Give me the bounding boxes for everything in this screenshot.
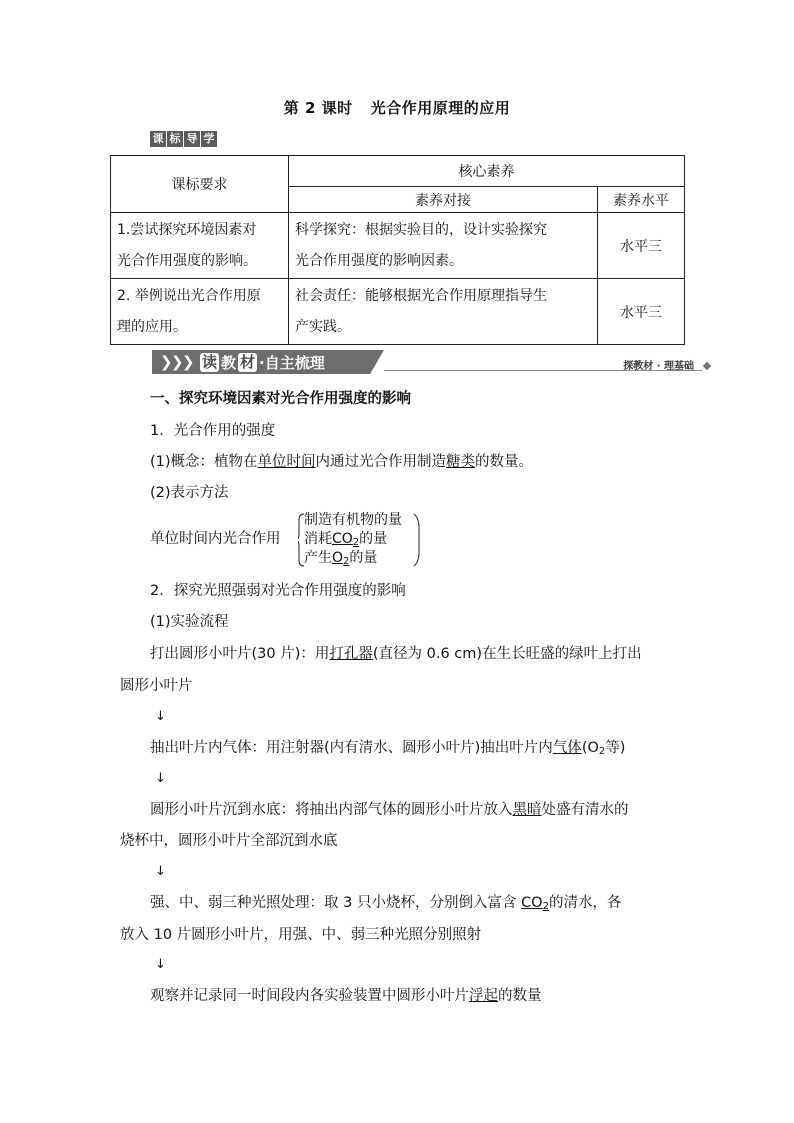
lesson-title [0,97,794,118]
row2-match: 社会责任：能够根据光合作用原理指导生 产实践。 [289,279,598,345]
standards-table [110,155,685,345]
method-lead: 单位时间内光合作用 [150,531,281,547]
heading-strength: 1．光合作用的强度 [150,423,276,439]
tag-char: 学 [201,131,217,147]
section-banner [152,350,712,374]
arrow-down-icon: ↓ [155,957,166,972]
header-core-literacy: 核心素养 [289,156,685,187]
header-requirements: 课标要求 [111,156,289,213]
banner-title: 读 教 材 ·自主梳理 [201,352,325,372]
arrow-down-icon: ↓ [155,709,166,724]
step-5: 观察并记录同一时间段内各实验装置中圆形小叶片浮起的数量 [150,988,542,1004]
brace-item-organic: 制造有机物的量 [304,512,402,528]
row1-requirement: 1.尝试探究环境因素对 光合作用强度的影响。 [111,213,289,279]
brace-item-co2: 消耗$CO_2$的量 [304,531,388,548]
method-heading: (2)表示方法 [150,485,229,501]
step-4-line-1: 强、中、弱三种光照处理：取 3 只小烧杯，分别倒入富含 $CO_2$的清水，各 [150,895,622,912]
flow-heading: (1)实验流程 [150,614,229,630]
step-4-line-2: 放入 10 片圆形小叶片，用强、中、弱三种光照分别照射 [120,927,482,943]
lesson-name: 光合作用原理的应用 [370,99,511,117]
header-literacy-level: 素养水平 [598,187,685,213]
brace-item-o2: 产生$O_2$的量 [304,550,378,567]
lesson-number: 第 2 课时 [283,99,353,117]
step-3-line-1: 圆形小叶片沉到水底：将抽出内部气体的圆形小叶片放入黑暗处盛有清水的 [150,802,629,818]
row1-level: 水平三 [598,213,685,279]
tag-char: 标 [167,131,183,147]
chevron-right-icon: ❯ [182,353,195,371]
arrow-down-icon: ↓ [155,771,166,786]
concept-paragraph: (1)概念：植物在单位时间内通过光合作用制造糖类的数量。 [150,454,534,470]
header-literacy-match: 素养对接 [289,187,598,213]
heading-light-experiment: 2．探究光照强弱对光合作用强度的影响 [150,583,406,599]
diamond-icon [703,362,711,370]
row2-requirement: 2. 举例说出光合作用原 理的应用。 [111,279,289,345]
chevron-right-icon: ❯ [160,353,173,371]
arrow-down-icon: ↓ [155,864,166,879]
tag-char: 课 [150,131,166,147]
row1-match: 科学探究：根据实验目的，设计实验探究 光合作用强度的影响因素。 [289,213,598,279]
row2-level: 水平三 [598,279,685,345]
chevron-right-icon: ❯ [171,353,184,371]
step-1-line-1: 打出圆形小叶片(30 片)：用打孔器(直径为 0.6 cm)在生长旺盛的绿叶上打出 [150,646,642,662]
step-1-line-2: 圆形小叶片 [120,678,193,694]
tag-char: 导 [184,131,200,147]
banner-subtitle: 探教材 · 理基础 [623,361,694,372]
heading-section-1: 一、探究环境因素对光合作用强度的影响 [150,391,411,407]
step-3-line-2: 烧杯中，圆形小叶片全部沉到水底 [120,833,338,849]
step-2: 抽出叶片内气体：用注射器(内有清水、圆形小叶片)抽出叶片内气体($O_2$等) [150,740,626,757]
section-tag [150,131,217,147]
